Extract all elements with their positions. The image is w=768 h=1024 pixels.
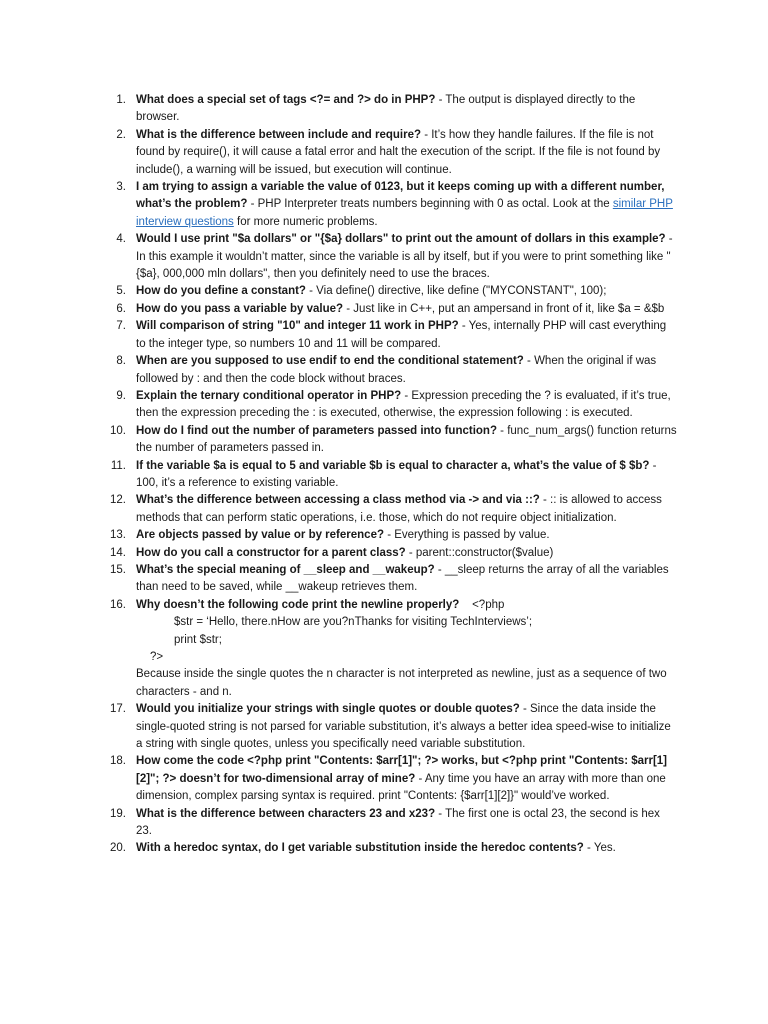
answer: - When the original if was followed by : and then the code block without braces. xyxy=(136,355,657,385)
list-item xyxy=(108,92,678,127)
question: What’s the special meaning of __sleep and __wakeup? xyxy=(136,563,435,576)
question: When are you supposed to use endif to end the conditional statement? xyxy=(136,355,524,368)
faq-list xyxy=(108,92,678,858)
item-number: 19. xyxy=(110,807,126,820)
question: Will comparison of string "10" and integer 11 work in PHP? xyxy=(136,320,459,333)
question: How come the code <?php print "Contents: $arr[1]"; ?> works, but <?php print "Contents: $arr[1][2]"; ?> doesn’t for two-dimensional array of mine? xyxy=(136,755,668,785)
answer: - :: is allowed to access methods that can perform static operations, i.e. those, which do not require object initialization. xyxy=(136,494,662,524)
item-number: 12. xyxy=(110,494,126,507)
list-item xyxy=(108,753,678,805)
answer: - The output is displayed directly to the browser. xyxy=(136,94,636,124)
list-item xyxy=(108,318,678,353)
item-number: 3. xyxy=(116,181,126,194)
list-item xyxy=(108,353,678,388)
answer: - __sleep returns the array of all the variables than need to be saved, while __wakeup retrieves them. xyxy=(136,563,669,594)
question: How do you pass a variable by value? xyxy=(136,302,344,315)
item-number: 14. xyxy=(110,546,126,559)
question: With a heredoc syntax, do I get variable substitution inside the heredoc contents? xyxy=(136,842,584,855)
answer: - Since the data inside the single-quoted string is not parsed for variable substitution, it’s always a better idea speed-wise to initialize a string with single quotes, unless you specifically need variable substitution. xyxy=(136,703,671,751)
answer: - parent::constructor($value) xyxy=(405,546,554,559)
list-item xyxy=(108,283,678,300)
item-number: 9. xyxy=(116,389,126,402)
list-item xyxy=(108,388,678,423)
item-number: 15. xyxy=(110,563,126,576)
question: What does a special set of tags <?= and ?> do in PHP? xyxy=(136,94,436,106)
item-number: 10. xyxy=(110,424,126,437)
item-number: 18. xyxy=(110,755,126,768)
question: I am trying to assign a variable the value of 0123, but it keeps coming up with a different number, what’s the problem? xyxy=(136,181,665,211)
answer: - Expression preceding the ? is evaluated, if it’s true, then the expression preceding the : is executed, otherwise, the expression following : is executed. xyxy=(136,389,671,420)
item-number: 8. xyxy=(116,355,126,368)
question: How do I find out the number of parameters passed into function? xyxy=(136,424,497,437)
item-number: 17. xyxy=(110,703,126,716)
question: Why doesn’t the following code print the newline properly? xyxy=(136,598,460,611)
answer: <?php xyxy=(459,598,505,611)
list-item xyxy=(108,231,678,283)
list-item xyxy=(108,597,678,701)
code-line: print $str; xyxy=(174,633,222,646)
item-number: 11. xyxy=(110,459,126,472)
list-item xyxy=(108,545,678,562)
answer-explanation: Because inside the single quotes the n character is not interpreted as newline, just as a sequence of two characters - and n. xyxy=(136,668,667,698)
question: What’s the difference between accessing a class method via -> and via ::? xyxy=(136,494,540,507)
list-item xyxy=(108,179,678,231)
item-number: 6. xyxy=(116,302,126,315)
answer: - Yes. xyxy=(583,842,616,855)
list-item xyxy=(108,458,678,493)
code-line: ?> xyxy=(150,651,164,663)
list-item xyxy=(108,562,678,597)
list-item xyxy=(108,301,678,318)
item-number: 2. xyxy=(116,128,126,141)
answer: - Just like in C++, put an ampersand in front of it, like $a = &$b xyxy=(343,302,665,315)
answer: - In this example it wouldn’t matter, since the variable is all by itself, but if you were to print something like "{$a}, 000,000 mln dollars", then you definitely need to use the braces. xyxy=(136,233,673,281)
question: Explain the ternary conditional operator in PHP? xyxy=(136,389,402,402)
answer: - Via define() directive, like define ("MYCONSTANT", 100); xyxy=(305,285,607,298)
answer-continued: for more numeric problems. xyxy=(233,215,378,228)
answer: - It’s how they handle failures. If the file is not found by require(), it will cause a fatal error and halt the execution of the script. If the file is not found by include(), a warning will be issued, but execution will continue. xyxy=(136,128,661,176)
answer: - func_num_args() function returns the number of parameters passed in. xyxy=(136,424,677,455)
list-item xyxy=(108,701,678,753)
item-number: 1. xyxy=(116,94,126,106)
list-item xyxy=(108,840,678,857)
item-number: 4. xyxy=(116,233,126,246)
answer: - 100, it’s a reference to existing variable. xyxy=(136,459,657,489)
list-item xyxy=(108,127,678,179)
question: Would you initialize your strings with single quotes or double quotes? xyxy=(136,703,520,716)
question: What is the difference between include and require? xyxy=(136,128,421,141)
item-number: 16. xyxy=(110,598,126,611)
answer: - PHP Interpreter treats numbers beginning with 0 as octal. Look at the xyxy=(247,198,613,211)
item-number: 7. xyxy=(116,320,126,333)
list-item xyxy=(108,492,678,527)
answer: - Yes, internally PHP will cast everything to the integer type, so numbers 10 and 11 will be compared. xyxy=(136,320,667,350)
item-number: 20. xyxy=(110,842,126,855)
question: Would I use print "$a dollars" or "{$a} dollars" to print out the amount of dollars in this example? xyxy=(136,233,666,246)
list-item xyxy=(108,806,678,841)
list-item xyxy=(108,423,678,458)
item-number: 13. xyxy=(110,529,126,542)
similar-questions-link[interactable]: similar PHP interview questions xyxy=(136,198,673,228)
code-line: $str = ‘Hello, there.nHow are you?nThanks for visiting TechInterviews’; xyxy=(174,616,533,629)
item-number: 5. xyxy=(116,285,126,298)
answer: - Everything is passed by value. xyxy=(384,529,550,542)
question: How do you define a constant? xyxy=(136,285,306,298)
list-item xyxy=(108,527,678,544)
question: Are objects passed by value or by reference? xyxy=(136,529,384,542)
answer: - Any time you have an array with more than one dimension, complex parsing syntax is required. print "Contents: {$arr[1][2]}" would’ve worked. xyxy=(136,772,666,803)
question: If the variable $a is equal to 5 and variable $b is equal to character a, what’s the value of $ $b? xyxy=(136,459,650,472)
answer: - The first one is octal 23, the second is hex 23. xyxy=(136,807,660,838)
question: How do you call a constructor for a parent class? xyxy=(136,546,406,559)
question: What is the difference between characters 23 and x23? xyxy=(136,807,436,820)
